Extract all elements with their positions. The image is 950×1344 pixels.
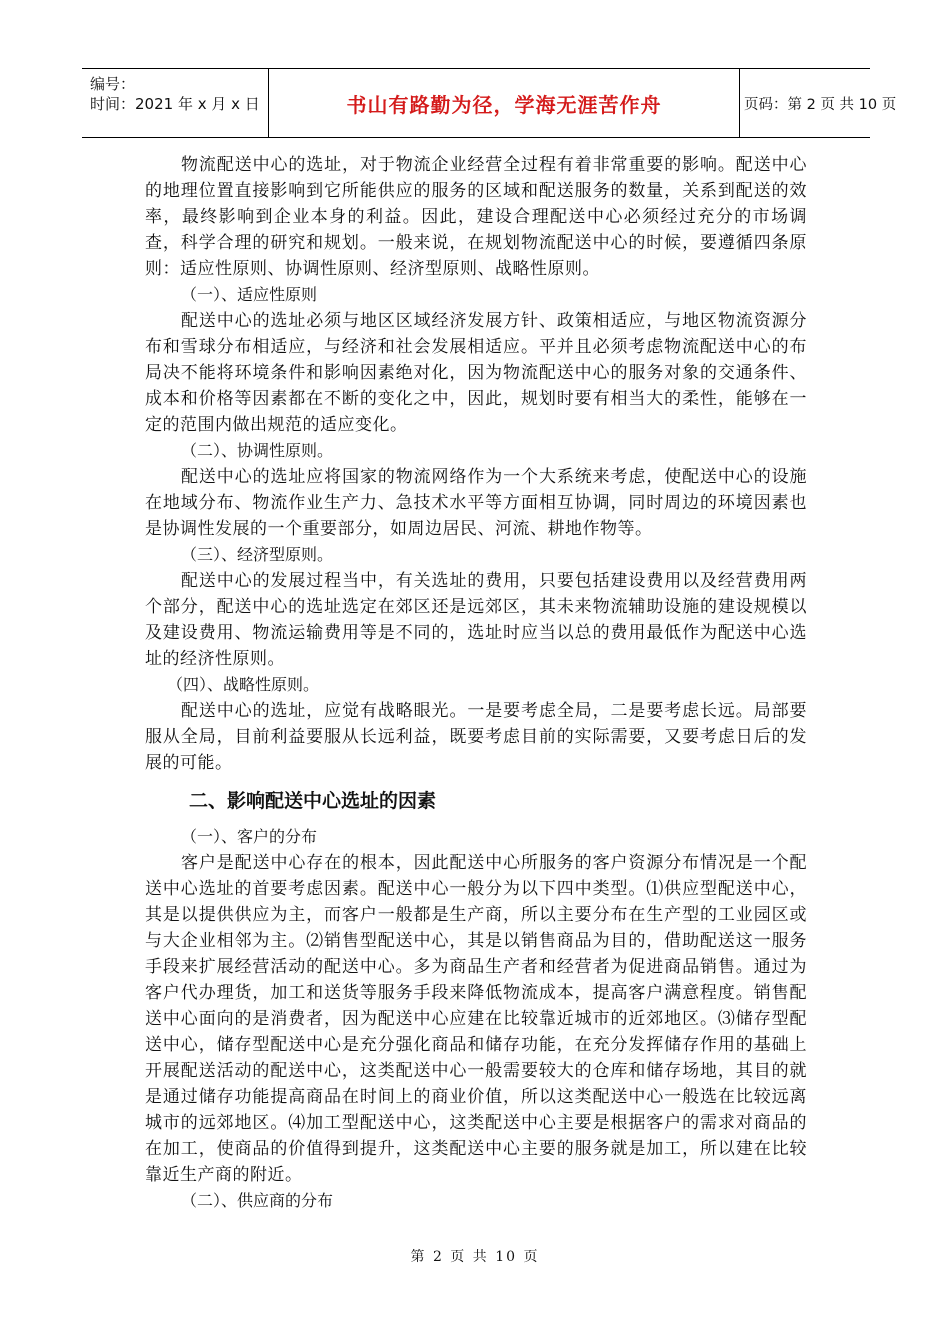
header-page-info: 页码：第 2 页 共 10 页 — [744, 96, 897, 113]
document-number: 编号： — [90, 75, 136, 93]
header-motto-cell — [268, 69, 740, 137]
subheading-adaptability: （一）、适应性原则 — [181, 285, 318, 304]
subheading-strategy: （四）、战略性原则。 — [167, 675, 320, 694]
economy-paragraph: 配送中心的发展过程当中，有关选址的费用，只要包括建设费用以及经营费用两个部分，配送中心的选址选定在郊区还是远郊区，其未来物流辅助设施的建设规模以及建设费用、物流运输费用等是不同的，选址时应当以总的费用最低作为配送中心选址的经济性原则。 — [145, 571, 807, 669]
document-date: 时间：2021 年 x 月 x 日 — [90, 95, 260, 113]
document-body — [145, 152, 807, 1214]
adaptability-paragraph: 配送中心的选址必须与地区区域经济发展方针、政策相适应，与地区物流资源分布和雪球分布相适应，与经济和社会发展相适应。平并且必须考虑物流配送中心的布局决不能将环境条件和影响因素绝对化，因为物流配送中心的服务对象的交通条件、成本和价格等因素都在不断的变化之中，因此，规划时要有相当大的柔性，能够在一定的范围内做出规范的适应变化。 — [145, 311, 807, 435]
header-meta — [82, 69, 268, 137]
page-header — [82, 68, 897, 138]
intro-paragraph: 物流配送中心的选址，对于物流企业经营全过程有着非常重要的影响。配送中心的地理位置直接影响到它所能供应的服务的区域和配送服务的数量，关系到配送的效率，最终影响到企业本身的利益。因此，建设合理配送中心必须经过充分的市场调查，科学合理的研究和规划。一般来说，在规划物流配送中心的时候，要遵循四条原则：适应性原则、协调性原则、经济型原则、战略性原则。 — [145, 155, 807, 279]
subheading-coordination: （二）、协调性原则。 — [181, 441, 334, 460]
coordination-paragraph: 配送中心的选址应将国家的物流网络作为一个大系统来考虑，使配送中心的设施在地域分布、物流作业生产力、急技术水平等方面相互协调，同时周边的环境因素也是协调性发展的一个重要部分，如周边居民、河流、耕地作物等。 — [145, 467, 807, 539]
strategy-paragraph: 配送中心的选址，应觉有战略眼光。一是要考虑全局，二是要考虑长远。局部要服从全局，目前利益要服从长远利益，既要考虑目前的实际需要，又要考虑日后的发展的可能。 — [145, 701, 807, 773]
section-heading-factors: 二、影响配送中心选址的因素 — [189, 790, 437, 812]
subheading-suppliers: （二）、供应商的分布 — [181, 1191, 334, 1210]
header-motto: 书山有路勤为径，学海无涯苦作舟 — [346, 92, 662, 117]
subheading-customers: （一）、客户的分布 — [181, 827, 318, 846]
customers-paragraph: 客户是配送中心存在的根本，因此配送中心所服务的客户资源分布情况是一个配送中心选址的首要考虑因素。配送中心一般分为以下四中类型。⑴供应型配送中心，其是以提供供应为主，而客户一般都是生产商，所以主要分布在生产型的工业园区或与大企业相邻为主。⑵销售型配送中心，其是以销售商品为目的，借助配送这一服务手段来扩展经营活动的配送中心。多为商品生产者和经营者为促进商品销售。通过为客户代办理货，加工和送货等服务手段来降低物流成本，提高客户满意程度。销售配送中心面向的是消费者，因为配送中心应建在比较靠近城市的近郊地区。⑶储存型配送中心，储存型配送中心是充分强化商品和储存功能，在充分发挥储存作用的基础上开展配送活动的配送中心，这类配送中心一般需要较大的仓库和储存场地，其目的就是通过储存功能提高商品在时间上的商业价值，所以这类配送中心一般选在比较远离城市的远郊地区。⑷加工型配送中心，这类配送中心主要是根据客户的需求对商品的在加工，使商品的价值得到提升，这类配送中心主要的服务就是加工，所以建在比较靠近生产商的附近。 — [145, 853, 807, 1185]
header-page-cell — [738, 69, 897, 137]
page-footer: 第 2 页 共 10 页 — [410, 1249, 540, 1265]
subheading-economy: （三）、经济型原则。 — [181, 545, 334, 564]
